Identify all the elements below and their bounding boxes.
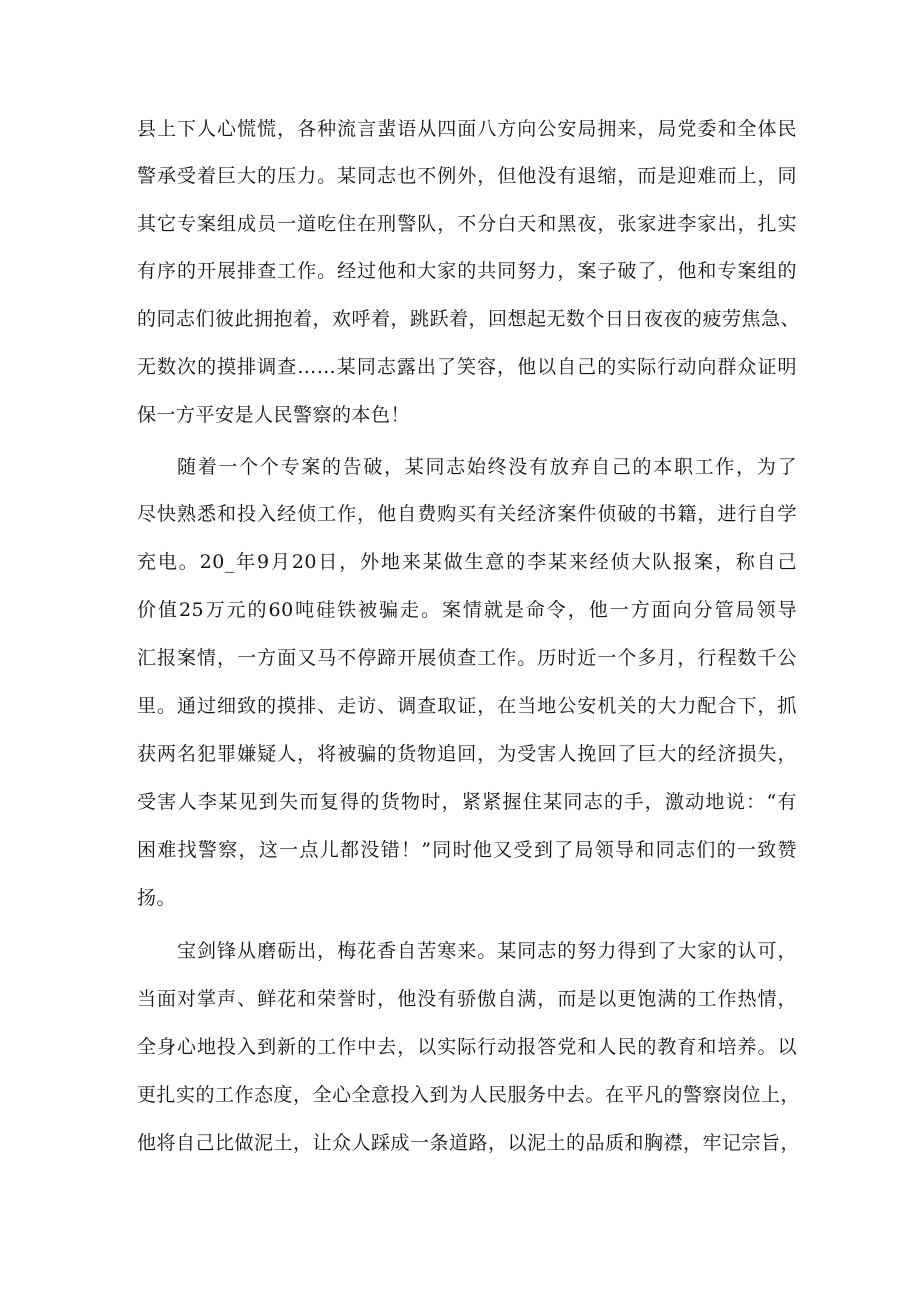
- text-line: 价值25万元的60吨硅铁被骗走。案情就是命令，他一方面向分管局领导: [137, 599, 797, 621]
- text-line: 随着一个个专案的告破，某同志始终没有放弃自己的本职工作，为了: [177, 456, 797, 478]
- text-line: 警承受着巨大的压力。某同志也不例外，但他没有退缩，而是迎难而上，同: [137, 165, 797, 187]
- text-line: 尽快熟悉和投入经侦工作，他自费购买有关经济案件侦破的书籍，进行自学: [137, 503, 797, 525]
- text-line: 扬。: [137, 887, 177, 909]
- text-line: 受害人李某见到失而复得的货物时，紧紧握住某同志的手，激动地说：“有: [137, 791, 797, 813]
- text-line: 他将自己比做泥土，让众人踩成一条道路，以泥土的品质和胸襟，牢记宗旨，: [137, 1132, 801, 1154]
- text-line: 无数次的摸排调查……某同志露出了笑容，他以自己的实际行动向群众证明: [137, 356, 797, 378]
- text-line: 困难找警察，这一点儿都没错！”同时他又受到了局领导和同志们的一致赞: [137, 839, 797, 861]
- text-line: 更扎实的工作态度，全心全意投入到为人民服务中去。在平凡的警察岗位上，: [137, 1084, 801, 1106]
- text-line: 县上下人心慌慌，各种流言蜚语从四面八方向公安局拥来，局党委和全体民: [137, 118, 797, 140]
- text-line: 的同志们彼此拥抱着，欢呼着，跳跃着，回想起无数个日日夜夜的疲劳焦急、: [137, 308, 801, 330]
- text-line: 里。通过细致的摸排、走访、调查取证，在当地公安机关的大力配合下，抓: [137, 695, 797, 717]
- text-line: 宝剑锋从磨砺出，梅花香自苦寒来。某同志的努力得到了大家的认可，: [177, 940, 797, 962]
- text-line: 保一方平安是人民警察的本色！: [137, 404, 411, 426]
- text-line: 有序的开展排查工作。经过他和大家的共同努力，案子破了，他和专案组的: [137, 260, 797, 282]
- text-line: 获两名犯罪嫌疑人，将被骗的货物追回，为受害人挽回了巨大的经济损失，: [137, 743, 797, 765]
- text-line: 汇报案情，一方面又马不停蹄开展侦查工作。历时近一个多月，行程数千公: [137, 647, 797, 669]
- text-line: 当面对掌声、鲜花和荣誉时，他没有骄傲自满，而是以更饱满的工作热情，: [137, 988, 797, 1010]
- text-line: 充电。20_年9月20日，外地来某做生意的李某来经侦大队报案，称自己: [137, 551, 797, 573]
- text-line: 其它专案组成员一道吃住在刑警队，不分白天和黑夜，张家进李家出，扎实: [137, 213, 797, 235]
- text-line: 全身心地投入到新的工作中去，以实际行动报答党和人民的教育和培养。以: [137, 1036, 797, 1058]
